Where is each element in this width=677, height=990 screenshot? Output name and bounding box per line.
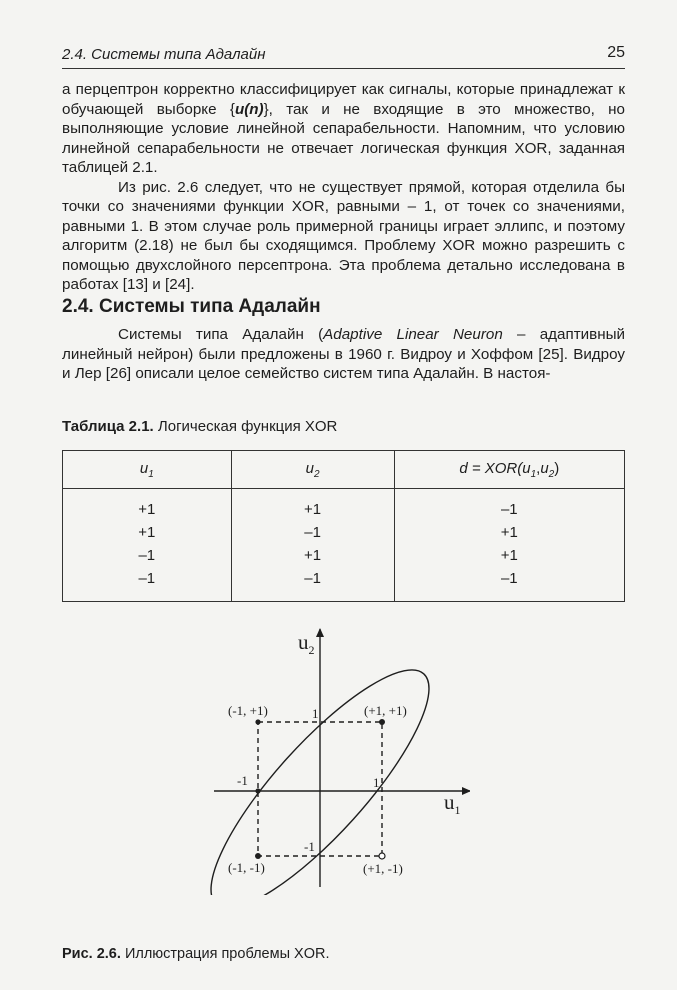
cell-u2: +1 [231, 489, 394, 522]
point-neg1-x-marker [255, 788, 260, 793]
table-row [63, 489, 625, 522]
point-br-label: (+1, -1) [363, 861, 403, 876]
cell-u2: –1 [231, 521, 394, 544]
tick-x-neg: -1 [237, 773, 248, 788]
boundary-ellipse [210, 644, 457, 895]
figure-caption-text: Иллюстрация проблемы XOR. [124, 946, 330, 962]
tick-x-pos: 1 [373, 775, 380, 790]
body-text-section [62, 325, 625, 384]
cell-u1: +1 [63, 521, 232, 544]
cell-u1: –1 [63, 544, 232, 567]
point-bl-label: (-1, -1) [228, 860, 265, 875]
table-row [63, 521, 625, 544]
table-header-row [63, 451, 625, 489]
page-number: 25 [607, 44, 625, 61]
paragraph-3: Системы типа Адалайн (Adaptive Linear Neuron – адаптивный линейный нейрон) были предложены в 1960 г. Видроу и Хоффом [25]. Видроу и Лер [26] описали целое семейство систем типа Адалайн. В настоя- [62, 326, 625, 382]
tick-y-neg: -1 [304, 839, 315, 854]
figure-caption-label: Рис. 2.6. [62, 946, 121, 962]
table-caption [62, 418, 337, 435]
paragraph-2: Из рис. 2.6 следует, что не существует прямой, которая отделила бы точки со значениями функции XOR, равными – 1, от точек со значениями, равными 1. В этом случае роль примерной границы играет эллипс, и поэтому алгоритм (2.18) не был бы сходящимся. Проблему XOR можно разрешить с помощью двухслойного персептрона. Эта проблема детально исследована в работах [13] и [24]. [62, 178, 625, 293]
body-text-top [62, 80, 625, 295]
axis-u2-label: $u_2$ [298, 630, 315, 657]
cell-u2: +1 [231, 544, 394, 567]
point-br-marker [379, 853, 385, 859]
cell-d: –1 [394, 489, 624, 522]
paragraph-1: а перцептрон корректно классифицирует как сигналы, которые принадлежат к обучающей выборке {u(n)}, так и не входящие в это множество, но выполняющие условие линейной сепарабельности. Напомним, что условию линейной сепарабельности не отвечает логическая функция XOR, заданная таблицей 2.1. [62, 81, 626, 176]
xor-table [62, 450, 625, 602]
cell-d: +1 [394, 521, 624, 544]
table-caption-label: Таблица 2.1. [62, 418, 154, 435]
figure-caption [62, 946, 330, 962]
cell-d: +1 [394, 544, 624, 567]
point-tl-label: (-1, +1) [228, 703, 268, 718]
col-header-d: $d = XOR(u_1,u_2)$ [394, 451, 624, 489]
table-row [63, 567, 625, 602]
table-row [63, 544, 625, 567]
section-heading: 2.4. Системы типа Адалайн [62, 296, 321, 317]
col-header-u2: $u_2$ [231, 451, 394, 489]
point-bl-marker [255, 853, 261, 859]
cell-d: –1 [394, 567, 624, 602]
table-caption-text: Логическая функция XOR [157, 418, 338, 435]
tick-y-pos: 1 [312, 706, 319, 721]
point-tl-marker [255, 719, 260, 724]
var-u-n: u(n) [234, 100, 264, 118]
running-head-title: 2.4. Системы типа Адалайн [62, 46, 266, 63]
point-tr-marker [379, 719, 385, 725]
col-header-u1: $u_1$ [63, 451, 232, 489]
cell-u1: +1 [63, 489, 232, 522]
xor-figure [210, 625, 470, 895]
point-tr-label: (+1, +1) [364, 703, 407, 718]
cell-u2: –1 [231, 567, 394, 602]
cell-u1: –1 [63, 567, 232, 602]
running-head [62, 44, 625, 69]
axis-u1-label: $u_1$ [444, 790, 461, 817]
